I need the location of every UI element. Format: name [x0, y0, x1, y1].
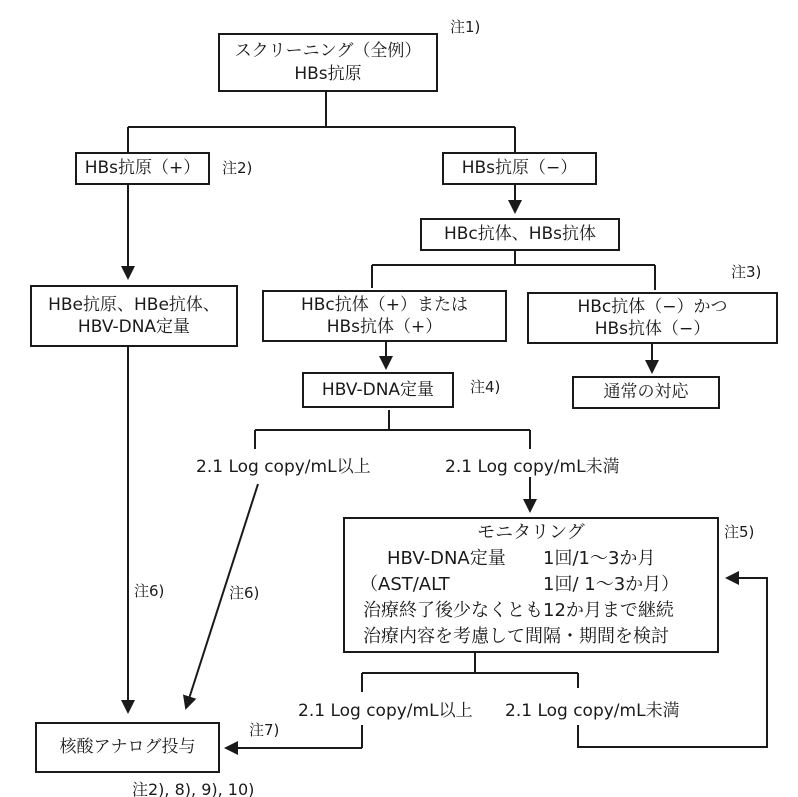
- note-4: 注4): [470, 378, 501, 396]
- hbe-tests-line1: HBe抗原、HBe抗体、: [48, 294, 220, 315]
- monitoring-ast-alt-frequency: 1回/ 1〜3か月）: [543, 574, 680, 595]
- hbc-or-hbs-positive-line2: HBs抗体（+）: [326, 317, 443, 337]
- nucleos-analog-label: 核酸アナログ投与: [59, 737, 196, 758]
- screening-line2: HBs抗原: [294, 63, 362, 84]
- box-monitoring: [343, 517, 719, 653]
- box-hbc-and-hbs-negative: [527, 292, 778, 344]
- box-hbe-tests: [30, 285, 238, 347]
- box-screening: [218, 33, 438, 92]
- note-7: 注7): [249, 721, 280, 739]
- hbc-and-hbs-negative-line1: HBc抗体（−）かつ: [577, 296, 728, 317]
- note-1: 注1): [450, 18, 481, 36]
- branch-label-lower-ge: 2.1 Log copy/mL以上: [298, 701, 473, 721]
- branch-label-upper-ge: 2.1 Log copy/mL以上: [196, 457, 371, 477]
- monitoring-continue-note: 治療終了後少なくとも12か月まで継続: [363, 600, 674, 621]
- monitoring-title: モニタリング: [477, 522, 585, 543]
- note-bottom: 注2), 8), 9), 10): [132, 780, 255, 797]
- monitoring-hbv-dna-test: HBV-DNA定量: [387, 548, 506, 569]
- normal-response-label: 通常の対応: [603, 382, 689, 403]
- monitoring-hbv-dna-row: [345, 546, 717, 572]
- screening-line1: スクリーニング（全例）: [234, 41, 422, 62]
- hbc-and-hbs-negative-line2: HBs抗体（−）: [594, 319, 711, 339]
- note-2: 注2): [222, 159, 253, 177]
- hbs-positive-label: HBs抗原（+）: [84, 158, 201, 179]
- box-hbs-negative: [442, 152, 597, 185]
- monitoring-interval-note: 治療内容を考慮して間隔・期間を検討: [363, 626, 669, 647]
- box-hbc-hbs: [420, 218, 620, 251]
- box-hbs-positive: [75, 152, 210, 185]
- hbs-negative-label: HBs抗原（−）: [461, 158, 578, 179]
- box-hbc-or-hbs-positive: [262, 290, 507, 342]
- branch-label-upper-lt: 2.1 Log copy/mL未満: [445, 457, 620, 477]
- hbv-dna-label: HBV-DNA定量: [321, 379, 435, 400]
- box-normal-response: [572, 376, 720, 409]
- monitoring-ast-alt-test: （AST/ALT: [360, 574, 450, 595]
- box-hbv-dna: [302, 372, 454, 408]
- branch-label-lower-lt: 2.1 Log copy/mL未満: [505, 701, 680, 721]
- note-6-diagonal: 注6): [229, 584, 260, 602]
- note-6-left: 注6): [134, 582, 165, 600]
- hbc-or-hbs-positive-line1: HBc抗体（+）または: [300, 294, 469, 315]
- hbc-hbs-label: HBc抗体、HBs抗体: [443, 224, 597, 245]
- monitoring-hbv-dna-frequency: 1回/1〜3か月: [543, 548, 656, 569]
- hbe-tests-line2: HBV-DNA定量: [77, 317, 191, 337]
- note-3: 注3): [731, 263, 762, 281]
- note-5: 注5): [724, 523, 755, 541]
- box-nucleos-analog: [35, 722, 220, 773]
- monitoring-ast-alt-row: [345, 572, 717, 598]
